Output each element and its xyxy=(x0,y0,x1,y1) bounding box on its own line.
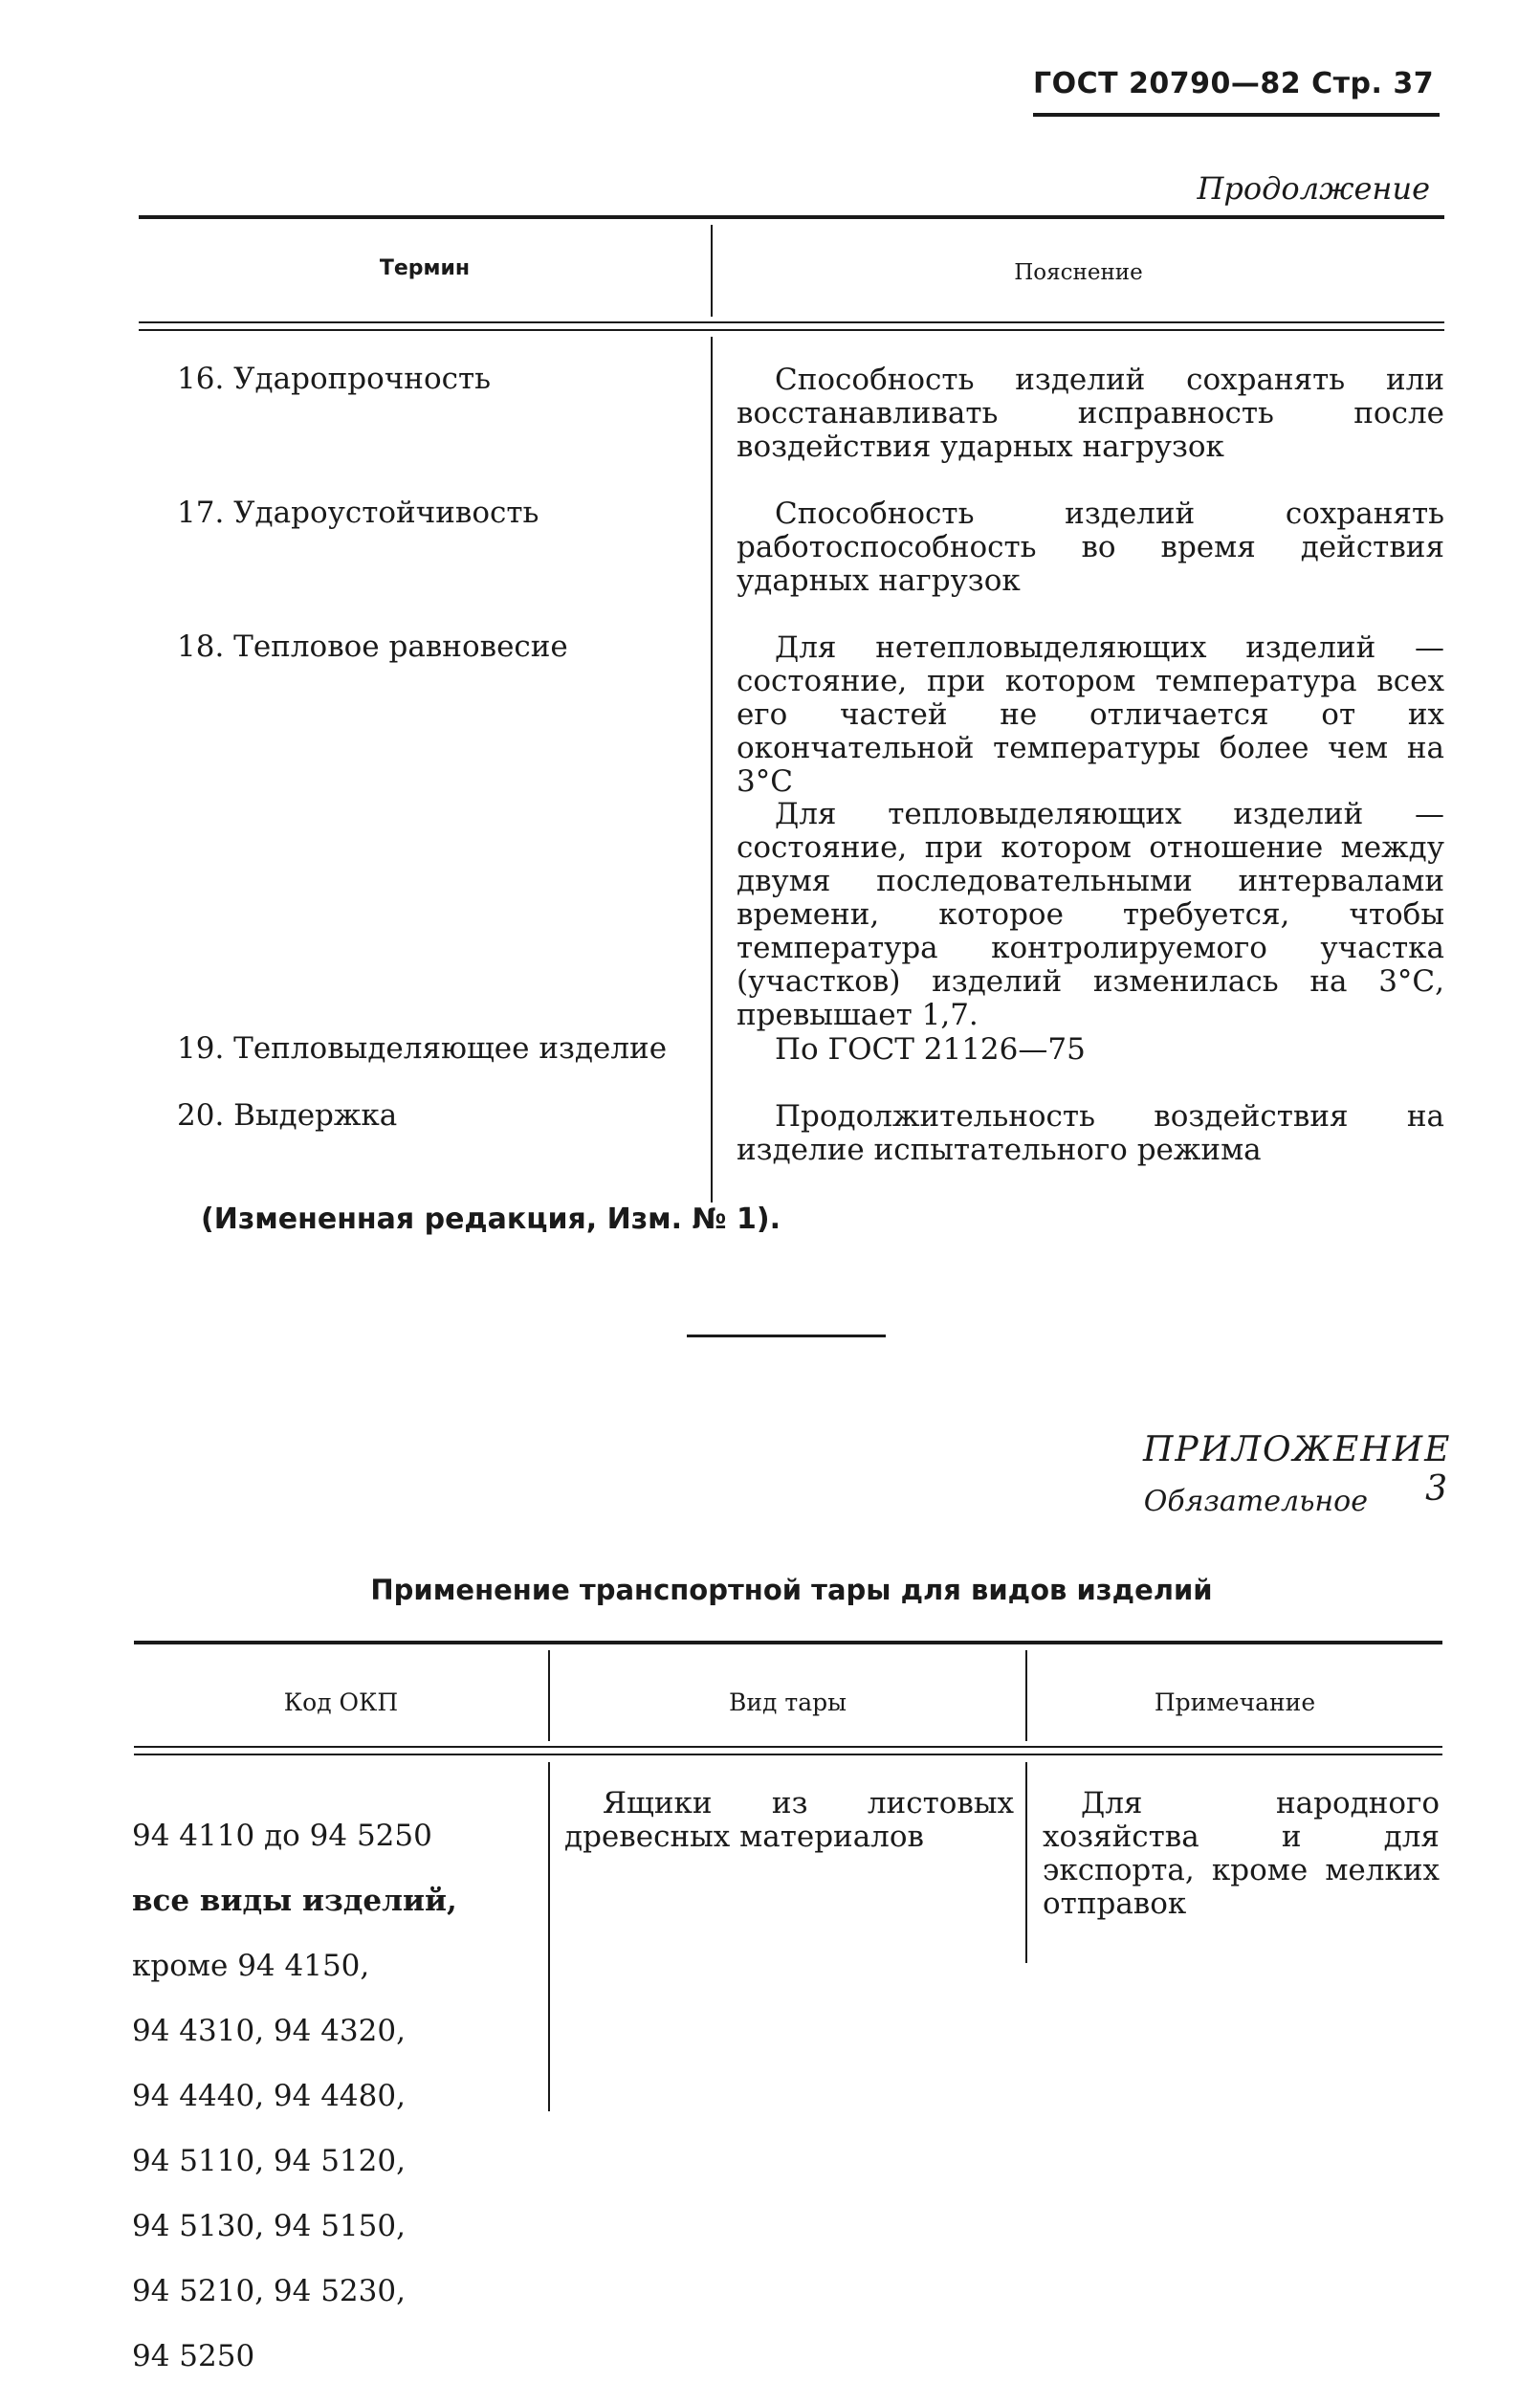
okp-code-line: кроме 94 4150, xyxy=(132,1949,370,1983)
term-20: 20. Выдержка xyxy=(177,1098,398,1133)
note-cell: Для народного хозяйства и для экспорта, кроме мелких отправок xyxy=(1043,1786,1440,1921)
section-separator xyxy=(687,1335,886,1337)
appendix-subtitle: Обязательное xyxy=(1143,1485,1368,1518)
explanation-18-a: Для нетепловыделяющих изделий — состояние, при котором температура всех его частей не отличается от их окончательной температуры более чем на 3°С xyxy=(737,630,1444,799)
term-19: 19. Тепловыделяющее изделие xyxy=(177,1031,668,1066)
okp-code-line: 94 4440, 94 4480, xyxy=(132,2079,406,2113)
explanation-19: По ГОСТ 21126—75 xyxy=(775,1032,1086,1067)
container-type-cell: Ящики из листовых древесных материалов xyxy=(564,1786,1014,1854)
table2-header-rule xyxy=(134,1746,1442,1748)
okp-code-line: 94 4310, 94 4320, xyxy=(132,2014,406,2048)
table2-header-note: Примечание xyxy=(1154,1688,1316,1716)
table1-top-rule xyxy=(139,215,1444,219)
page-header: ГОСТ 20790—82 Стр. 37 xyxy=(1033,67,1435,100)
table2-top-rule xyxy=(134,1641,1442,1644)
okp-code-cell xyxy=(132,1787,543,2405)
table1-header-explanation: Пояснение xyxy=(1014,260,1143,285)
table1-header-rule xyxy=(139,321,1444,323)
edit-note: (Измененная редакция, Изм. № 1). xyxy=(201,1202,781,1236)
okp-code-line: 94 5250 xyxy=(132,2339,255,2373)
explanation-17: Способность изделий сохранять работоспособность во время действия ударных нагрузок xyxy=(737,496,1444,598)
explanation-20: Продолжительность воздействия на изделие испытательного режима xyxy=(737,1099,1444,1167)
term-16: 16. Ударопрочность xyxy=(177,362,492,396)
okp-code-line: 94 4110 до 94 5250 xyxy=(132,1819,432,1853)
okp-code-line: все виды изделий, xyxy=(132,1884,457,1918)
table2-header-rule xyxy=(134,1754,1442,1755)
continuation-label: Продолжение xyxy=(1197,170,1430,207)
table2-header-code: Код ОКП xyxy=(283,1688,399,1716)
table2-column-divider xyxy=(548,1762,550,2111)
okp-code-line: 94 5210, 94 5230, xyxy=(132,2274,406,2308)
appendix-title: ПРИЛОЖЕНИЕ 3 xyxy=(1143,1430,1452,1509)
table2-column-divider xyxy=(1025,1762,1027,1963)
table1-header-term: Термин xyxy=(379,256,471,280)
term-17: 17. Удароустойчивость xyxy=(177,496,539,530)
table2-header-container: Вид тары xyxy=(728,1688,847,1716)
header-rule xyxy=(1033,113,1440,117)
okp-code-line: 94 5110, 94 5120, xyxy=(132,2144,406,2178)
explanation-18-b: Для тепловыделяющих изделий — состояние, при котором отношение между двумя последовательными интервалами времени, которое требуется, чтобы температура контролируемого участка (участков) изделий изменилась на 3°С, превышает 1,7. xyxy=(737,797,1444,1032)
table1-column-divider xyxy=(711,337,713,1202)
table1-header-rule xyxy=(139,329,1444,331)
okp-code-line: 94 5130, 94 5150, xyxy=(132,2209,406,2243)
explanation-16: Способность изделий сохранять или восстанавливать исправность после воздействия ударных нагрузок xyxy=(737,363,1444,464)
term-18: 18. Тепловое равновесие xyxy=(177,629,568,664)
table2-title: Применение транспортной тары для видов изделий xyxy=(370,1574,1213,1606)
